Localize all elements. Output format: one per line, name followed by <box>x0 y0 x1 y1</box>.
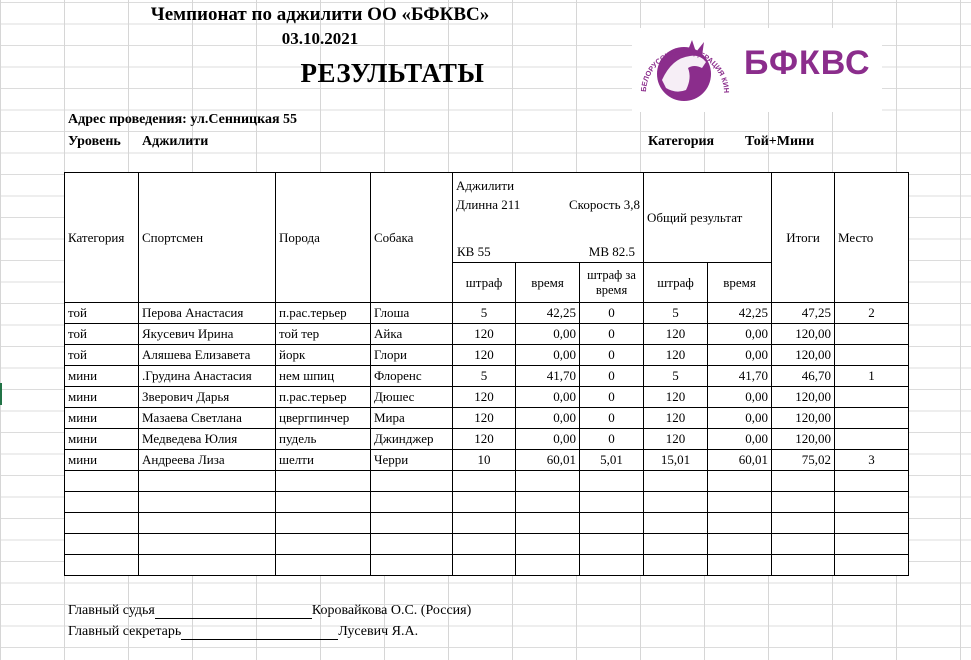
cell-breed: йорк <box>276 345 371 366</box>
results-table <box>64 172 909 576</box>
cell-total <box>772 534 835 555</box>
cell-dog <box>371 534 453 555</box>
cell-athlete: Зверович Дарья <box>139 387 276 408</box>
cell-o-penalty: 120 <box>644 429 708 450</box>
cell-o-penalty <box>644 555 708 576</box>
cell-place <box>835 555 909 576</box>
level-label: Уровень <box>68 134 121 149</box>
cell-o-time <box>708 471 772 492</box>
cell-time-penalty <box>580 555 644 576</box>
cell-dog: Дюшес <box>371 387 453 408</box>
cell-total <box>772 513 835 534</box>
cell-category: той <box>65 303 139 324</box>
cell-penalty: 120 <box>453 345 516 366</box>
cell-total: 75,02 <box>772 450 835 471</box>
table-row <box>65 450 909 471</box>
header-category: Категория <box>65 173 139 303</box>
cell-total: 120,00 <box>772 345 835 366</box>
cell-penalty <box>453 471 516 492</box>
judge-signature-line <box>155 605 312 619</box>
cell-penalty: 10 <box>453 450 516 471</box>
cell-dog: Флоренс <box>371 366 453 387</box>
cell-total: 46,70 <box>772 366 835 387</box>
cell-time-penalty: 0 <box>580 387 644 408</box>
cell-breed: п.рас.терьер <box>276 387 371 408</box>
cell-dog <box>371 492 453 513</box>
cell-dog <box>371 513 453 534</box>
cell-category: мини <box>65 387 139 408</box>
cell-penalty: 120 <box>453 429 516 450</box>
cell-time-penalty: 0 <box>580 345 644 366</box>
document-title: Чемпионат по аджилити ОО «БФКВС» <box>150 4 490 25</box>
cell-o-penalty <box>644 471 708 492</box>
cell-place <box>835 471 909 492</box>
cell-time <box>516 471 580 492</box>
cell-o-time: 42,25 <box>708 303 772 324</box>
cell-place: 1 <box>835 366 909 387</box>
table-row <box>65 303 909 324</box>
cell-total: 120,00 <box>772 429 835 450</box>
cell-place: 2 <box>835 303 909 324</box>
cell-breed <box>276 492 371 513</box>
cell-place <box>835 534 909 555</box>
cell-total: 120,00 <box>772 387 835 408</box>
cell-penalty: 120 <box>453 408 516 429</box>
cell-o-time <box>708 555 772 576</box>
category-label: Категория <box>648 134 715 149</box>
cell-athlete <box>139 513 276 534</box>
cell-athlete <box>139 555 276 576</box>
cell-time: 0,00 <box>516 345 580 366</box>
cell-total: 120,00 <box>772 324 835 345</box>
cell-athlete: Медведева Юлия <box>139 429 276 450</box>
cell-time: 42,25 <box>516 303 580 324</box>
cell-o-penalty: 5 <box>644 303 708 324</box>
cell-breed: шелти <box>276 450 371 471</box>
cell-o-time: 0,00 <box>708 429 772 450</box>
header-breed: Порода <box>276 173 371 303</box>
cell-o-time <box>708 513 772 534</box>
secretary-label: Главный секретарь <box>68 624 182 639</box>
cell-penalty <box>453 513 516 534</box>
cell-o-time: 41,70 <box>708 366 772 387</box>
cell-penalty: 5 <box>453 303 516 324</box>
cell-time-penalty: 0 <box>580 303 644 324</box>
header-overall-penalty: штраф <box>644 263 708 303</box>
cell-category: той <box>65 324 139 345</box>
cell-penalty <box>453 492 516 513</box>
cell-dog: Черри <box>371 450 453 471</box>
cell-athlete: Якусевич Ирина <box>139 324 276 345</box>
cell-category <box>65 534 139 555</box>
cell-total: 47,25 <box>772 303 835 324</box>
cell-o-time <box>708 492 772 513</box>
cell-time <box>516 513 580 534</box>
cell-time <box>516 555 580 576</box>
cell-time-penalty <box>580 471 644 492</box>
table-row <box>65 555 909 576</box>
cell-category <box>65 513 139 534</box>
event-date: 03.10.2021 <box>281 29 359 48</box>
cell-total <box>772 471 835 492</box>
table-row <box>65 387 909 408</box>
cell-o-penalty <box>644 492 708 513</box>
cell-category: мини <box>65 429 139 450</box>
cell-category <box>65 492 139 513</box>
cell-time-penalty: 0 <box>580 366 644 387</box>
cell-athlete <box>139 534 276 555</box>
cell-total: 120,00 <box>772 408 835 429</box>
cell-athlete: .Грудина Анастасия <box>139 366 276 387</box>
cell-dog: Глори <box>371 345 453 366</box>
event-address: Адрес проведения: ул.Сенницкая 55 <box>68 112 298 127</box>
cell-o-penalty: 120 <box>644 408 708 429</box>
cell-category: мини <box>65 450 139 471</box>
logo-wordmark: БФКВС <box>744 44 871 82</box>
cell-dog: Глоша <box>371 303 453 324</box>
judge-label: Главный судья <box>68 603 155 618</box>
cell-category <box>65 471 139 492</box>
cell-place <box>835 324 909 345</box>
header-time-penalty: штраф за время <box>580 263 644 303</box>
cell-total <box>772 492 835 513</box>
cell-athlete <box>139 492 276 513</box>
header-place: Место <box>835 173 909 303</box>
cell-time-penalty <box>580 513 644 534</box>
cell-athlete: Андреева Лиза <box>139 450 276 471</box>
cell-time-penalty <box>580 534 644 555</box>
bfkvs-logo <box>632 28 882 112</box>
row-selection-indicator <box>0 383 2 405</box>
cell-time-penalty: 0 <box>580 324 644 345</box>
secretary-line <box>68 624 418 640</box>
cell-athlete: Перова Анастасия <box>139 303 276 324</box>
mv-value: МВ 82.5 <box>588 244 636 259</box>
level-value: Аджилити <box>142 134 209 149</box>
cell-time: 60,01 <box>516 450 580 471</box>
table-row <box>65 429 909 450</box>
table-row <box>65 324 909 345</box>
cell-penalty <box>453 534 516 555</box>
cell-place <box>835 513 909 534</box>
kv-value: КВ 55 <box>457 244 491 259</box>
secretary-signature-line <box>181 626 338 640</box>
cell-dog: Айка <box>371 324 453 345</box>
cell-breed <box>276 534 371 555</box>
cell-time-penalty: 5,01 <box>580 450 644 471</box>
agility-label: Аджилити <box>456 178 515 193</box>
cell-penalty: 120 <box>453 387 516 408</box>
cell-o-time <box>708 534 772 555</box>
cell-time-penalty: 0 <box>580 408 644 429</box>
cell-place <box>835 408 909 429</box>
cell-place: 3 <box>835 450 909 471</box>
cell-dog <box>371 471 453 492</box>
cell-penalty: 5 <box>453 366 516 387</box>
course-length: Длинна 211 <box>456 197 521 212</box>
secretary-name: Лусевич Я.А. <box>338 624 419 639</box>
cell-category: мини <box>65 366 139 387</box>
judge-line <box>68 603 471 619</box>
cell-time <box>516 492 580 513</box>
course-speed: Скорость 3,8 <box>569 197 641 212</box>
cell-penalty: 120 <box>453 324 516 345</box>
cell-o-penalty: 120 <box>644 324 708 345</box>
cell-breed: той тер <box>276 324 371 345</box>
header-penalty: штраф <box>453 263 516 303</box>
cell-o-time: 0,00 <box>708 345 772 366</box>
category-value: Той+Мини <box>745 134 815 149</box>
header-dog: Собака <box>371 173 453 303</box>
cell-o-penalty <box>644 534 708 555</box>
cell-dog: Джинджер <box>371 429 453 450</box>
logo-arc-text: БЕЛОРУССКАЯ ФЕДЕРАЦИЯ КИН <box>638 46 732 94</box>
cell-dog: Мира <box>371 408 453 429</box>
cell-o-penalty: 120 <box>644 345 708 366</box>
table-row <box>65 513 909 534</box>
cell-time: 0,00 <box>516 429 580 450</box>
cell-time <box>516 534 580 555</box>
header-total: Итоги <box>772 173 835 303</box>
cell-dog <box>371 555 453 576</box>
cell-place <box>835 492 909 513</box>
table-row <box>65 366 909 387</box>
cell-breed: п.рас.терьер <box>276 303 371 324</box>
table-row <box>65 471 909 492</box>
cell-breed: пудель <box>276 429 371 450</box>
cell-athlete: Мазаева Светлана <box>139 408 276 429</box>
table-row <box>65 408 909 429</box>
judge-name: Коровайкова О.С. (Россия) <box>311 603 472 618</box>
cell-category: мини <box>65 408 139 429</box>
cell-time: 0,00 <box>516 387 580 408</box>
cell-breed <box>276 555 371 576</box>
header-overall: Общий результат <box>644 173 772 263</box>
table-row <box>65 534 909 555</box>
cell-time-penalty: 0 <box>580 429 644 450</box>
cell-o-time: 0,00 <box>708 408 772 429</box>
cell-o-penalty: 120 <box>644 387 708 408</box>
cell-o-penalty <box>644 513 708 534</box>
header-time: время <box>516 263 580 303</box>
cell-place <box>835 387 909 408</box>
cell-breed <box>276 513 371 534</box>
cell-breed: нем шпиц <box>276 366 371 387</box>
header-overall-time: время <box>708 263 772 303</box>
header-agility <box>453 173 644 263</box>
cell-breed <box>276 471 371 492</box>
cell-breed: цвергпинчер <box>276 408 371 429</box>
cell-o-time: 60,01 <box>708 450 772 471</box>
cell-athlete <box>139 471 276 492</box>
cell-penalty <box>453 555 516 576</box>
cell-o-time: 0,00 <box>708 324 772 345</box>
cell-category: той <box>65 345 139 366</box>
federation-emblem-icon <box>632 28 744 112</box>
cell-time-penalty <box>580 492 644 513</box>
cell-time: 41,70 <box>516 366 580 387</box>
cell-category <box>65 555 139 576</box>
cell-o-time: 0,00 <box>708 387 772 408</box>
cell-place <box>835 429 909 450</box>
cell-o-penalty: 15,01 <box>644 450 708 471</box>
cell-time: 0,00 <box>516 324 580 345</box>
table-row <box>65 345 909 366</box>
cell-total <box>772 555 835 576</box>
table-row <box>65 492 909 513</box>
results-heading: РЕЗУЛЬТАТЫ <box>300 58 485 88</box>
cell-o-penalty: 5 <box>644 366 708 387</box>
cell-place <box>835 345 909 366</box>
header-athlete: Спортсмен <box>139 173 276 303</box>
cell-time: 0,00 <box>516 408 580 429</box>
cell-athlete: Аляшева Елизавета <box>139 345 276 366</box>
